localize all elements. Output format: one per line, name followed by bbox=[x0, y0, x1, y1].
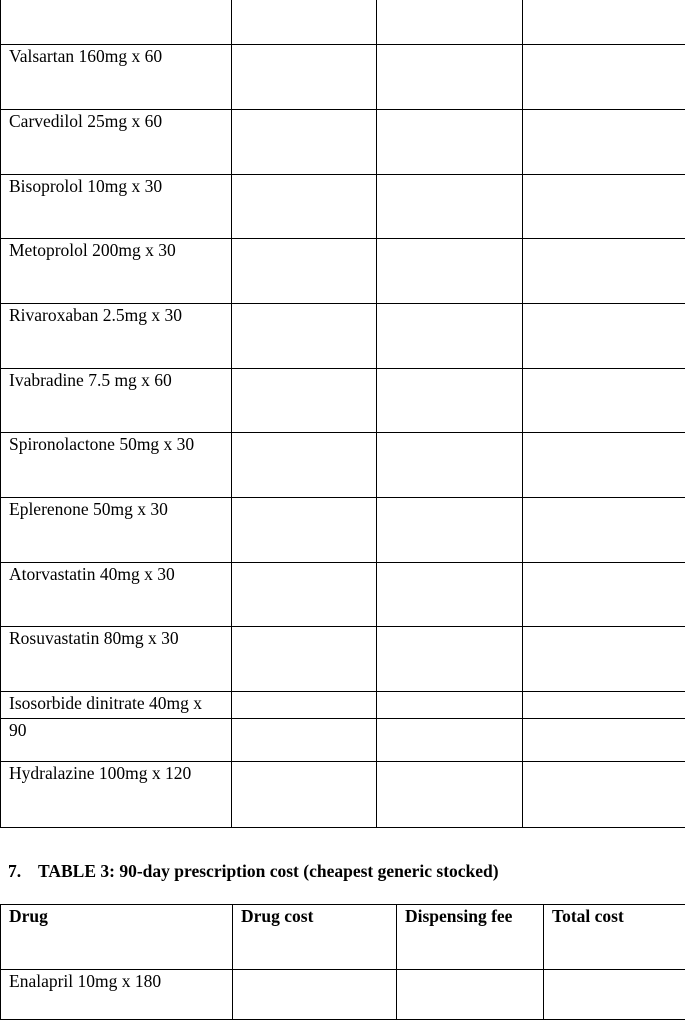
empty-cell bbox=[377, 304, 523, 369]
empty-cell bbox=[523, 45, 685, 110]
empty-cell bbox=[523, 175, 685, 239]
empty-cell bbox=[544, 970, 685, 1020]
drug-cell: Valsartan 160mg x 60 bbox=[1, 45, 232, 110]
empty-cell bbox=[232, 762, 377, 828]
table-row bbox=[1, 719, 685, 762]
drug-cell: Spironolactone 50mg x 30 bbox=[1, 433, 232, 498]
table-row bbox=[1, 0, 685, 45]
table-row bbox=[1, 304, 685, 369]
table-row bbox=[1, 563, 685, 627]
empty-cell bbox=[523, 498, 685, 563]
empty-cell bbox=[232, 369, 377, 433]
empty-cell bbox=[377, 627, 523, 692]
table-row bbox=[1, 627, 685, 692]
empty-cell bbox=[523, 0, 685, 45]
empty-cell bbox=[377, 719, 523, 762]
empty-cell bbox=[523, 110, 685, 175]
table-row bbox=[1, 692, 685, 719]
empty-cell bbox=[397, 970, 544, 1020]
empty-cell bbox=[523, 762, 685, 828]
drug-cell: Rivaroxaban 2.5mg x 30 bbox=[1, 304, 232, 369]
empty-cell bbox=[232, 110, 377, 175]
empty-cell bbox=[523, 369, 685, 433]
prescription-cost-table bbox=[0, 904, 685, 1020]
table-row bbox=[1, 239, 685, 304]
empty-cell bbox=[377, 433, 523, 498]
empty-cell bbox=[377, 175, 523, 239]
drug-cell: Hydralazine 100mg x 120 bbox=[1, 762, 232, 828]
column-header-drug-cost: Drug cost bbox=[233, 905, 397, 970]
drug-cell: Rosuvastatin 80mg x 30 bbox=[1, 627, 232, 692]
section-heading bbox=[8, 861, 499, 882]
empty-cell bbox=[523, 627, 685, 692]
table-row bbox=[1, 762, 685, 828]
empty-cell bbox=[232, 175, 377, 239]
column-header-total-cost: Total cost bbox=[544, 905, 685, 970]
empty-cell bbox=[232, 0, 377, 45]
empty-cell bbox=[377, 563, 523, 627]
column-header-drug: Drug bbox=[1, 905, 233, 970]
empty-cell bbox=[232, 304, 377, 369]
empty-cell bbox=[377, 0, 523, 45]
table-row bbox=[1, 498, 685, 563]
empty-cell bbox=[377, 369, 523, 433]
table-row bbox=[1, 110, 685, 175]
empty-cell bbox=[377, 498, 523, 563]
empty-cell bbox=[523, 692, 685, 719]
drug-cell: Atorvastatin 40mg x 30 bbox=[1, 563, 232, 627]
table-row bbox=[1, 433, 685, 498]
empty-cell bbox=[523, 239, 685, 304]
empty-cell bbox=[233, 970, 397, 1020]
empty-cell bbox=[232, 563, 377, 627]
empty-cell bbox=[377, 45, 523, 110]
empty-cell bbox=[377, 692, 523, 719]
empty-cell bbox=[232, 45, 377, 110]
drug-cell: Isosorbide dinitrate 40mg x bbox=[1, 692, 232, 719]
empty-cell bbox=[232, 433, 377, 498]
empty-cell bbox=[377, 762, 523, 828]
table-row bbox=[1, 369, 685, 433]
drug-cell: Ivabradine 7.5 mg x 60 bbox=[1, 369, 232, 433]
empty-cell bbox=[232, 498, 377, 563]
column-header-dispensing-fee: Dispensing fee bbox=[397, 905, 544, 970]
drug-cell: Metoprolol 200mg x 30 bbox=[1, 239, 232, 304]
drug-cell: 90 bbox=[1, 719, 232, 762]
section-title: TABLE 3: 90-day prescription cost (cheapest generic stocked) bbox=[38, 861, 499, 881]
drug-cell: Bisoprolol 10mg x 30 bbox=[1, 175, 232, 239]
empty-cell bbox=[523, 563, 685, 627]
drug-cell bbox=[1, 0, 232, 45]
empty-cell bbox=[232, 692, 377, 719]
drug-cell: Carvedilol 25mg x 60 bbox=[1, 110, 232, 175]
table-row bbox=[1, 970, 685, 1020]
table-row bbox=[1, 175, 685, 239]
drug-cell: Eplerenone 50mg x 30 bbox=[1, 498, 232, 563]
section-number: 7. bbox=[8, 861, 38, 882]
drug-cell: Enalapril 10mg x 180 bbox=[1, 970, 233, 1020]
empty-cell bbox=[523, 719, 685, 762]
empty-cell bbox=[377, 239, 523, 304]
empty-cell bbox=[232, 627, 377, 692]
table-row bbox=[1, 45, 685, 110]
table-header-row bbox=[1, 905, 685, 970]
empty-cell bbox=[523, 433, 685, 498]
empty-cell bbox=[232, 239, 377, 304]
empty-cell bbox=[523, 304, 685, 369]
empty-cell bbox=[232, 719, 377, 762]
empty-cell bbox=[377, 110, 523, 175]
